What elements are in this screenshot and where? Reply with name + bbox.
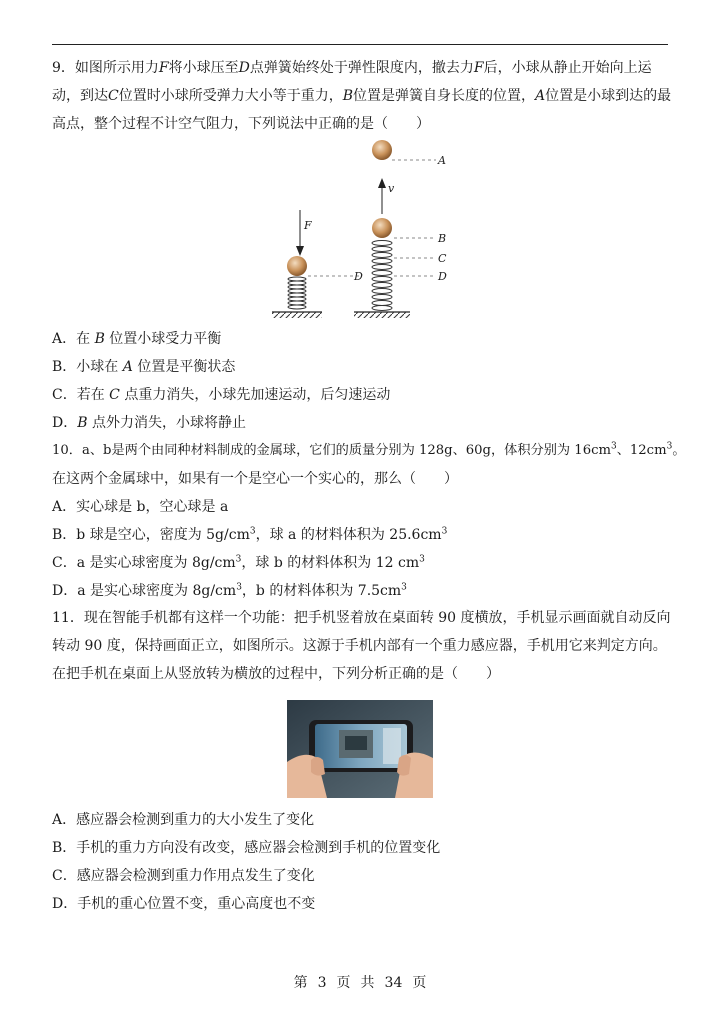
- q9-option-b[interactable]: B．小球在 A 位置是平衡状态: [52, 359, 236, 375]
- phone-photo: [287, 700, 433, 798]
- q10-option-d[interactable]: D．a 是实心球密度为 $8g/cm^3$，b 的材料体积为 $7.5cm^3$: [52, 582, 407, 599]
- right-setup: [354, 140, 447, 318]
- q11-option-b[interactable]: B．手机的重力方向没有改变，感应器会检测到手机的位置变化: [52, 840, 441, 856]
- a-label: A: [438, 154, 446, 167]
- force-arrow-head: [296, 246, 304, 256]
- header-rule: [52, 44, 668, 45]
- right-ground-hatch: [354, 312, 410, 318]
- q9-number: 9．: [52, 60, 75, 76]
- q11-stem: 11．现在智能手机都有这样一个功能：把手机竖着放在桌面转 90 度横放，手机显示画面就自动反向转动 90 度，保持画面正立，如图所示。这源于手机内部有一个重力感应器，手机用它来判定方向。在把手机在桌面上从竖放转为横放的过程中，下列分析正确的是（ ）: [52, 610, 671, 682]
- q10-option-c[interactable]: C．a 是实心球密度为 $8g/cm^3$，球 b 的材料体积为 12 $cm^3$: [52, 554, 425, 571]
- page-footer: 第 3 页 共 34 页: [293, 975, 427, 991]
- force-label: F: [304, 219, 312, 232]
- q9-option-d[interactable]: D．B 点外力消失，小球将静止: [52, 415, 246, 431]
- b-label: B: [438, 232, 447, 245]
- right-ball: [372, 218, 392, 238]
- q10-stem-line2: 在这两个金属球中，如果有一个是空心一个实心的，那么（ ）: [52, 471, 458, 487]
- q11-option-c[interactable]: C．感应器会检测到重力作用点发生了变化: [52, 868, 315, 884]
- q11-option-a[interactable]: A．感应器会检测到重力的大小发生了变化: [52, 812, 315, 828]
- q9-option-a[interactable]: A．在 B 位置小球受力平衡: [52, 331, 222, 347]
- left-d-label: D: [354, 270, 363, 283]
- page-number: 3: [317, 975, 327, 991]
- left-spring: [288, 277, 306, 309]
- velocity-label: v: [388, 182, 395, 195]
- left-ball: [287, 256, 307, 276]
- velocity-arrow-head: [378, 178, 386, 188]
- left-ground-hatch: [272, 312, 322, 318]
- q10-stem-line1: 10．a、b是两个由同种材料制成的金属球，它们的质量分别为 128g、60g，体积分别为 $16cm^3$、$12cm^3$。: [52, 441, 686, 458]
- q11-option-d[interactable]: D．手机的重心位置不变，重心高度也不变: [52, 896, 316, 912]
- q10-option-a[interactable]: A．实心球是 b，空心球是 a: [52, 499, 229, 515]
- q9-option-c[interactable]: C．若在 C 点重力消失，小球先加速运动，后匀速运动: [52, 387, 391, 403]
- top-ball: [372, 140, 392, 160]
- total-pages: 34: [384, 975, 403, 991]
- right-d-label: D: [438, 270, 447, 283]
- left-setup: [272, 210, 363, 318]
- q9-stem: 9．如图所示用力F将小球压至D点弹簧始终处于弹性限度内，撤去力F后，小球从静止开始向上运动，到达C位置时小球所受弹力大小等于重力，B位置是弹簧自身长度的位置，A位置是小球到达的最高点，整个过程不计空气阻力，下列说法中正确的是（ ）: [52, 60, 672, 132]
- q10-option-b[interactable]: B．b 球是空心，密度为 $5g/cm^3$，球 a 的材料体积为 $25.6cm^3$: [52, 526, 448, 543]
- spring-ball-figure: [260, 134, 460, 324]
- c-label: C: [438, 252, 447, 265]
- right-spring: [372, 241, 392, 311]
